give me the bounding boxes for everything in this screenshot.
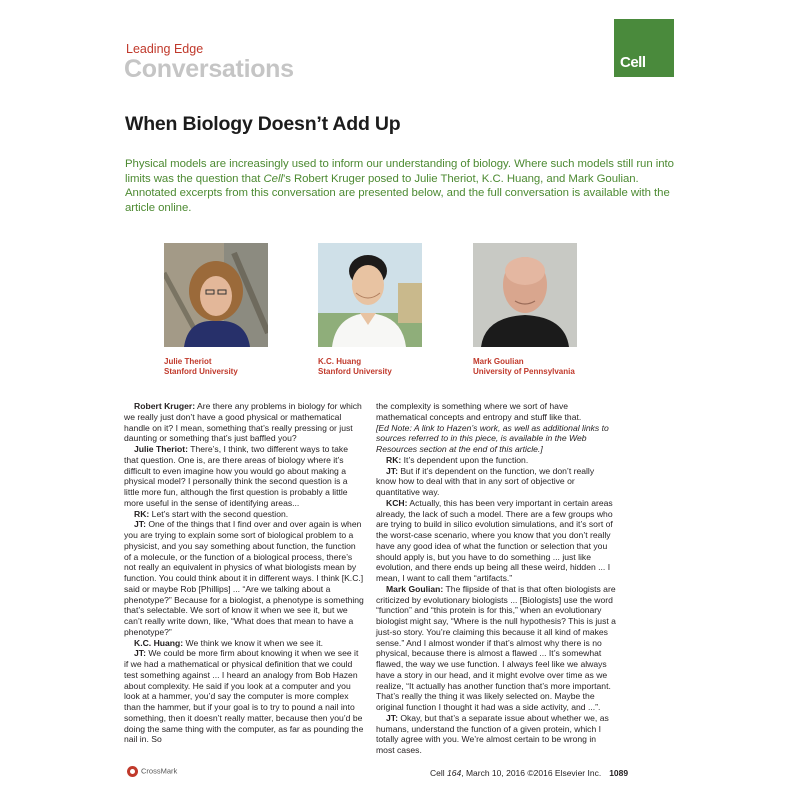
speaker: JT: — [386, 712, 398, 723]
crossmark-badge[interactable] — [127, 766, 177, 777]
person-name: Mark Goulian — [473, 357, 524, 366]
paragraph — [376, 466, 616, 498]
speech: Okay, but that’s a separate issue about whether we, as humans, understand the function of a given protein, which I totally agree with you. We’re almost certain to be wrong in most cases. — [376, 712, 609, 755]
speaker: JT: — [134, 519, 146, 530]
caption-julie-theriot — [164, 357, 238, 377]
right-column — [376, 401, 616, 756]
left-column — [124, 401, 364, 745]
paragraph — [124, 638, 364, 649]
continuation: the complexity is something where we sort of have mathematical concepts and entropy and stuff like that. — [376, 401, 582, 422]
article-title: When Biology Doesn’t Add Up — [125, 113, 401, 135]
page-footer — [430, 768, 628, 778]
speaker: RK: — [134, 508, 150, 519]
person-name: Julie Theriot — [164, 357, 212, 366]
speech: One of the things that I find over and over again is when you are trying to explain some sort of biological problem to a physicist, and you say something about function, the function of a molecule, or the function of a biological process, there’s not really an equivalent in physics of what biologists mean by function. You could think about it in different ways. I think [K.C.] said or maybe Rob [Phillips] ... “Are we talking about a phenotype?” Because for a biologist, a phenotype is something that’s selectable. We sort of know it when we see it, but we can’t really write down, like, “What does that mean to have a phenotype?” — [124, 519, 364, 637]
speaker: KCH: — [386, 497, 408, 508]
caption-mark-goulian — [473, 357, 575, 377]
crossmark-label: CrossMark — [141, 766, 178, 776]
paragraph — [376, 498, 616, 584]
footer-journal: Cell — [430, 768, 445, 778]
paragraph — [376, 455, 616, 466]
section-label: Leading Edge — [126, 42, 204, 56]
speaker: K.C. Huang: — [134, 637, 184, 648]
caption-kc-huang — [318, 357, 392, 377]
speech: Let’s start with the second question. — [149, 508, 289, 519]
series-title: Conversations — [124, 55, 294, 83]
speech: We think we know it when we see it. — [183, 637, 323, 648]
speech: But if it’s dependent on the function, we don’t really know how to deal with that in any sort of objective or quantitative way. — [376, 465, 595, 497]
speech: The flipside of that is that often biologists are criticized by evolutionary biologists ... [Biologists] use the word “function” and “this protein is for this,” when an evolutionary biologist might say, “Where is the null hypothesis? This is just a just-so story. You’re claiming this because it all kind of makes sense.” And I almost wonder if that’s almost why there is no physical, because there is almost a flawed ... It’s somewhat flawed, the way we use function. I always feel like we always have a story in our head, and it might evolve over time as we realize, “It actually has another function that’s more important. That’s really the thing it was likely selected on. Maybe the original function I thought it had was a side activity, and ...”. — [376, 583, 616, 712]
paragraph — [376, 713, 616, 756]
speech: It’s dependent upon the function. — [401, 454, 529, 465]
person-name: K.C. Huang — [318, 357, 362, 366]
abstract-suffix: ’s Robert Kruger posed to Julie Theriot, K.C. Huang, and Mark Goulian. Annotated excerpts from this conversation are presented below, and the full conversation is available with the article online. — [125, 172, 670, 214]
cell-logo-text: Cell — [620, 54, 646, 71]
abstract-journal: Cell — [263, 172, 283, 185]
abstract-prefix: Physical models are increasingly used to inform our understanding of biology. Where such models still run into limits was the question that — [125, 158, 674, 185]
crossmark-icon — [127, 766, 138, 777]
speaker: JT: — [134, 648, 146, 659]
paragraph — [124, 444, 364, 509]
photo-mark-goulian — [473, 243, 577, 347]
page-number: 1089 — [609, 768, 629, 778]
speech: Are there any problems in biology for which we really just don’t have a good physical or mathematical handle on it? I mean, something that’s really pressing or just daunting or something that’s just baffled you? — [124, 401, 362, 444]
footer-citation: , March 10, 2016 ©2016 Elsevier Inc. — [461, 768, 602, 778]
paragraph — [124, 519, 364, 637]
speaker: RK: — [386, 454, 402, 465]
speaker: Mark Goulian: — [386, 583, 444, 594]
person-affiliation: University of Pennsylvania — [473, 367, 575, 376]
speaker: JT: — [386, 465, 398, 476]
person-affiliation: Stanford University — [164, 367, 238, 376]
cell-journal-logo — [614, 19, 674, 77]
speech: We could be more firm about knowing it when we see it if we had a mathematical or physical definition that we could test something against ... I heard an analogy from Bob Hazen about complexity. He said if you look at a computer and you look at a hammer, you’d say the computer is more complex than the hammer, but if your goal is to try to pound a nail into something, then it doesn’t really matter, because then you’d be doing the same thing with the computer, as far as pounding the nail in. So — [124, 648, 364, 745]
speaker: Julie Theriot: — [134, 444, 188, 454]
editor-note: [Ed Note: A link to Hazen’s work, as well as additional links to sources referred to in this piece, is available in the Web Resources section at the end of this article.] — [376, 422, 609, 454]
paragraph — [124, 648, 364, 745]
abstract — [125, 157, 675, 215]
paragraph — [124, 401, 364, 444]
paragraph — [124, 509, 364, 520]
footer-volume: 164 — [447, 768, 462, 778]
speaker: Robert Kruger: — [134, 401, 196, 411]
photo-kc-huang — [318, 243, 422, 347]
speech: There’s, I think, two different ways to take that question. One is, are there areas of biology where it’s difficult to even imagine how you would go about making a physical model? I personally think the second question is a little more fun, although the first question is probably a little more useful in the sense of identifying areas... — [124, 444, 348, 508]
paragraph — [376, 584, 616, 713]
photo-julie-theriot — [164, 243, 268, 347]
speech: Actually, this has been very important in certain areas already, the lack of such a model. There are a few groups who are trying to build in silico evolution simulations, and it’s sort of the worst-case scenario, where you know that you don’t really have any good idea of what the function or selection that you should apply is, but you have to do something ... just like evolution, and there ends up being all these weird, hidden ... I mean, I want to call them “artifacts.” — [376, 497, 613, 583]
person-affiliation: Stanford University — [318, 367, 392, 376]
